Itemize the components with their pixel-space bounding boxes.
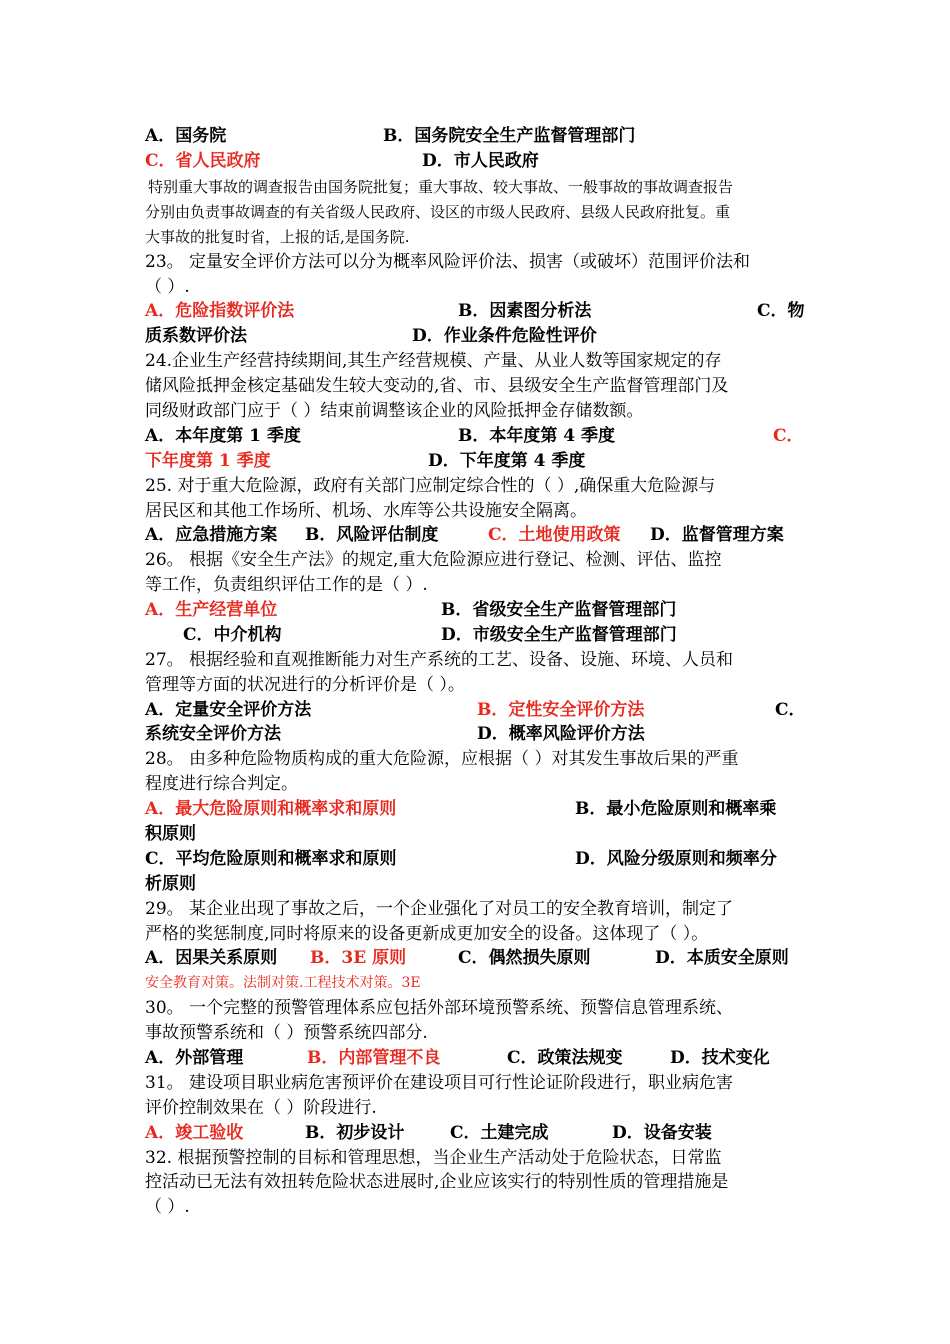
q27-option-c-part1: C． [775,700,806,720]
q30-option-d: D．技术变化 [670,1048,770,1068]
q23-option-c-part1: C．物 [757,301,805,321]
q23-stem-line1: 23。 定量安全评价方法可以分为概率风险评价法、损害（或破坏）范围评价法和 [145,252,751,272]
q24-stem-line1: 24.企业生产经营持续期间,其生产经营规模、产量、从业人数等国家规定的存 [145,351,722,371]
q25-stem-line2: 居民区和其他工作场所、机场、水库等公共设施安全隔离。 [145,501,587,521]
q26-option-c: C．中介机构 [183,625,282,645]
q22-option-d: D．市人民政府 [422,151,539,171]
q24-option-a: A．本年度第 1 季度 [145,426,301,446]
q31-option-d: D．设备安装 [612,1123,712,1143]
q26-option-d: D．市级安全生产监督管理部门 [441,625,677,645]
q30-stem-line1: 30。 一个完整的预警管理体系应包括外部环境预警系统、预警信息管理系统、 [145,998,734,1018]
q25-option-c-answer: C．土地使用政策 [488,525,621,545]
q27-stem-line1: 27。 根据经验和直观推断能力对生产系统的工艺、设备、设施、环境、人员和 [145,650,734,670]
q28-option-d-part1: D．风险分级原则和频率分 [575,849,777,869]
q27-option-a: A．定量安全评价方法 [145,700,312,720]
q31-stem-line2: 评价控制效果在（ ）阶段进行. [145,1098,377,1118]
q22-note-line3: 大事故的批复时省，上报的话,是国务院. [145,228,410,246]
q26-stem-line2: 等工作，负责组织评估工作的是（ ）. [145,575,428,595]
q29-option-d: D．本质安全原则 [655,948,789,968]
q29-option-b-answer: B．3E 原则 [310,948,407,968]
q27-option-b-answer: B．定性安全评价方法 [477,700,645,720]
q32-stem-line2: 控活动已无法有效扭转危险状态进展时,企业应该实行的特别性质的管理措施是 [145,1172,729,1192]
q28-stem-line1: 28。 由多种危险物质构成的重大危险源，应根据（ ）对其发生事故后果的严重 [145,749,739,769]
q28-option-a-answer: A．最大危险原则和概率求和原则 [145,799,397,819]
q31-stem-line1: 31。 建设项目职业病危害预评价在建设项目可行性论证阶段进行，职业病危害 [145,1073,734,1093]
q23-option-d: D．作业条件危险性评价 [412,326,597,346]
q27-option-d: D．概率风险评价方法 [477,724,645,744]
q30-option-a: A．外部管理 [145,1048,244,1068]
q28-option-b-part2: 积原则 [145,824,196,844]
q25-stem-line1: 25. 对于重大危险源，政府有关部门应制定综合性的（ ）,确保重大危险源与 [145,476,716,496]
q28-option-b-part1: B．最小危险原则和概率乘 [575,799,777,819]
q32-stem-line1: 32. 根据预警控制的目标和管理思想，当企业生产活动处于危险状态，日常监 [145,1148,722,1168]
q28-option-c: C．平均危险原则和概率求和原则 [145,849,397,869]
q25-option-d: D．监督管理方案 [650,525,784,545]
q31-option-c: C．土建完成 [450,1123,549,1143]
q28-option-d-part2: 析原则 [145,874,196,894]
q24-option-c-part2-answer: 下年度第 1 季度 [145,451,271,471]
q25-option-a: A．应急措施方案 [145,525,278,545]
q22-note-line2: 分别由负责事故调查的有关省级人民政府、设区的市级人民政府、县级人民政府批复。重 [145,203,731,221]
q30-stem-line2: 事故预警系统和（ ）预警系统四部分. [145,1023,428,1043]
q29-option-a: A．因果关系原则 [145,948,278,968]
q24-stem-line3: 同级财政部门应于（ ）结束前调整该企业的风险抵押金存储数额。 [145,401,644,421]
q25-option-b: B．风险评估制度 [305,525,439,545]
q23-option-c-part2: 质系数评价法 [145,326,247,346]
q29-option-c: C．偶然损失原则 [458,948,591,968]
q26-option-a-answer: A．生产经营单位 [145,600,278,620]
q23-option-a-answer: A．危险指数评价法 [145,301,295,321]
q22-note-line1: 特别重大事故的调查报告由国务院批复；重大事故、较大事故、一般事故的事故调查报告 [148,178,734,196]
q31-option-b: B．初步设计 [305,1123,405,1143]
q22-option-c-answer: C．省人民政府 [145,151,261,171]
q32-stem-line3: （ ）. [145,1197,190,1217]
q24-option-d: D．下年度第 4 季度 [428,451,586,471]
q28-stem-line2: 程度进行综合判定。 [145,774,298,794]
q31-option-a-answer: A．竣工验收 [145,1123,244,1143]
q29-stem-line2: 严格的奖惩制度,同时将原来的设备更新成更加安全的设备。这体现了（ ）。 [145,924,709,944]
q23-option-b: B．因素图分析法 [458,301,592,321]
q24-option-b: B．本年度第 4 季度 [458,426,616,446]
q22-option-a: A．国务院 [145,126,227,146]
q30-option-b-answer: B．内部管理不良 [307,1048,441,1068]
q26-stem-line1: 26。 根据《安全生产法》的规定,重大危险源应进行登记、检测、评估、监控 [145,550,722,570]
q24-stem-line2: 储风险抵押金核定基础发生较大变动的,省、市、县级安全生产监督管理部门及 [145,376,729,396]
q27-stem-line2: 管理等方面的状况进行的分析评价是（ ）。 [145,675,465,695]
q29-note: 安全教育对策。法制对策.工程技术对策。3E [145,975,421,991]
q27-option-c-part2: 系统安全评价方法 [145,724,281,744]
q30-option-c: C．政策法规变 [507,1048,623,1068]
q23-stem-line2: （ ）. [145,277,190,297]
q29-stem-line1: 29。 某企业出现了事故之后，一个企业强化了对员工的安全教育培训，制定了 [145,899,734,919]
q26-option-b: B．省级安全生产监督管理部门 [441,600,677,620]
q22-option-b: B．国务院安全生产监督管理部门 [383,126,636,146]
q24-option-c-part1-answer: C． [773,426,804,446]
